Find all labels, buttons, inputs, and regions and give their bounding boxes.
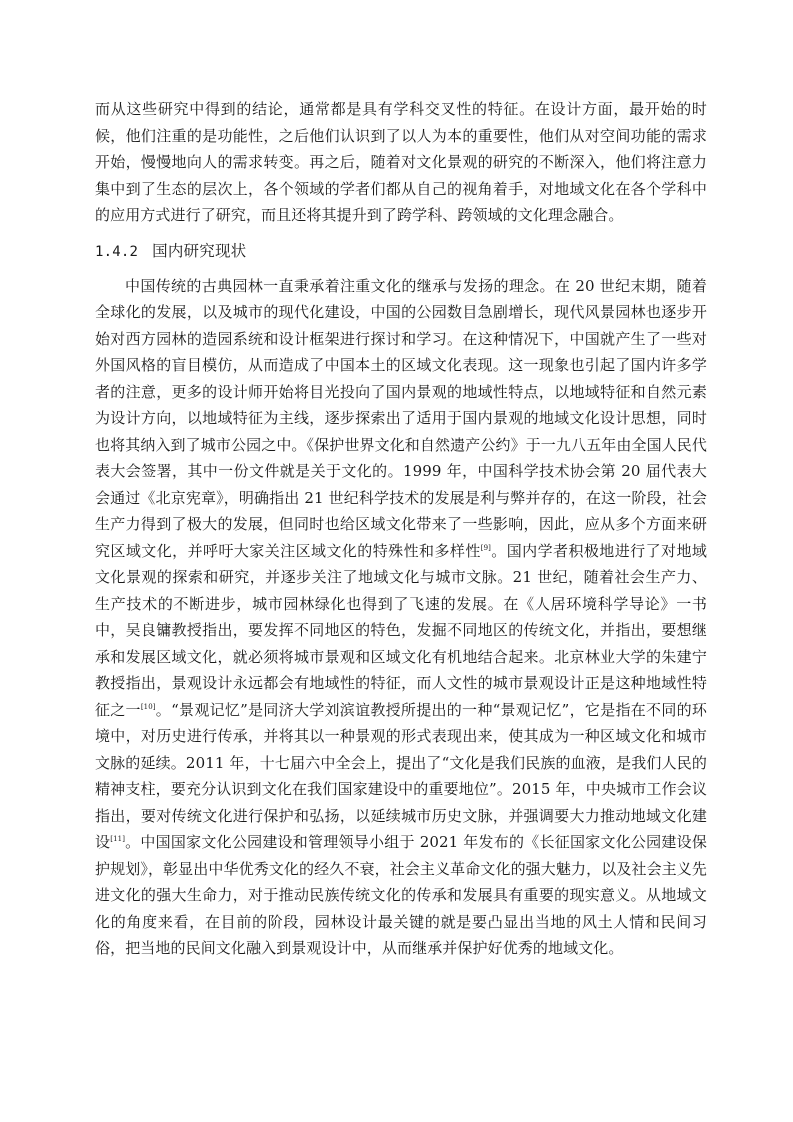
body-paragraph — [95, 273, 707, 962]
section-number: 1.4.2 — [95, 243, 139, 260]
section-heading — [95, 238, 707, 265]
body-text-part-1: 中国传统的古典园林一直秉承着注重文化的继承与发扬的理念。在 20 世纪末期，随着全球化的发展，以及城市的现代化建设，中国的公园数目急剧增长，现代风景园林也逐步开始对西方园林的造园系统和设计框架进行探讨和学习。在这种情况下，中国就产生了一些对外国风格的盲目模仿，从而造成了中国本土的区域文化表现。这一现象也引起了国内许多学者的注意，更多的设计师开始将目光投向了国内景观的地域性特点，以地域特征和自然元素为设计方向，以地域特征为主线，逐步探索出了适用于国内景观的地域文化设计思想，同时也将其纳入到了城市公园之中。《保护世界文化和自然遗产公约》于一九八五年由全国人民代表大会签署，其中一份文件就是关于文化的。1999 年，中国科学技术协会第 20 届代表大会通过《北京宪章》，明确指出 21 世纪科学技术的发展是利与弊并存的，在这一阶段，社会生产力得到了极大的发展，但同时也给区域文化带来了一些影响，因此，应从多个方面来研究区域文化，并呼吁大家关注区域文化的特殊性和多样性 — [95, 276, 707, 560]
document-page — [95, 96, 707, 962]
citation-9: [9] — [480, 543, 491, 552]
body-text-part-2: 。国内学者积极地进行了对地域文化景观的探索和研究，并逐步关注了地域文化与城市文脉。21 世纪，随着社会生产力、生产技术的不断进步，城市园林绿化也得到了飞速的发展。在《人居环境科学导论》一书中，吴良镛教授指出，要发挥不同地区的特色，发掘不同地区的传统文化，并指出，要想继承和发展区域文化，就必须将城市景观和区域文化有机地结合起来。北京林业大学的朱建宁教授指出，景观设计永远都会有地域性的特征，而人文性的城市景观设计正是这种地域性特征之一 — [95, 541, 707, 719]
citation-10: [10] — [140, 702, 156, 711]
body-text-part-4: 。中国国家文化公园建设和管理领导小组于 2021 年发布的《长征国家文化公园建设保护规划》，彰显出中华优秀文化的经久不衰，社会主义革命文化的强大魅力，以及社会主义先进文化的强大生命力，对于推动民族传统文化的传承和发展具有重要的现实意义。从地域文化的角度来看，在目前的阶段，园林设计最关键的就是要凸显出当地的风土人情和民间习俗，把当地的民间文化融入到景观设计中，从而继承并保护好优秀的地域文化。 — [95, 833, 707, 957]
citation-11: [11] — [110, 835, 126, 843]
section-title: 国内研究现状 — [152, 241, 247, 260]
body-text-part-3: 。“景观记忆”是同济大学刘滨谊教授所提出的一种“景观记忆”，它是指在不同的环境中，对历史进行传承，并将其以一种景观的形式表现出来，使其成为一种区域文化和城市文脉的延续。2011 年，十七届六中全会上，提出了“文化是我们民族的血液，是我们人民的精神支柱，要充分认识到文化在我们国家建设中的重要地位”。2015 年，中央城市工作会议指出，要对传统文化进行保护和弘扬，以延续城市历史文脉，并强调要大力推动地域文化建设 — [95, 700, 707, 851]
intro-paragraph: 而从这些研究中得到的结论，通常都是具有学科交叉性的特征。在设计方面，最开始的时候，他们注重的是功能性，之后他们认识到了以人为本的重要性，他们从对空间功能的需求开始，慢慢地向人的需求转变。再之后，随着对文化景观的研究的不断深入，他们将注意力集中到了生态的层次上，各个领域的学者们都从自己的视角着手，对地域文化在各个学科中的应用方式进行了研究，而且还将其提升到了跨学科、跨领域的文化理念融合。 — [95, 100, 707, 224]
